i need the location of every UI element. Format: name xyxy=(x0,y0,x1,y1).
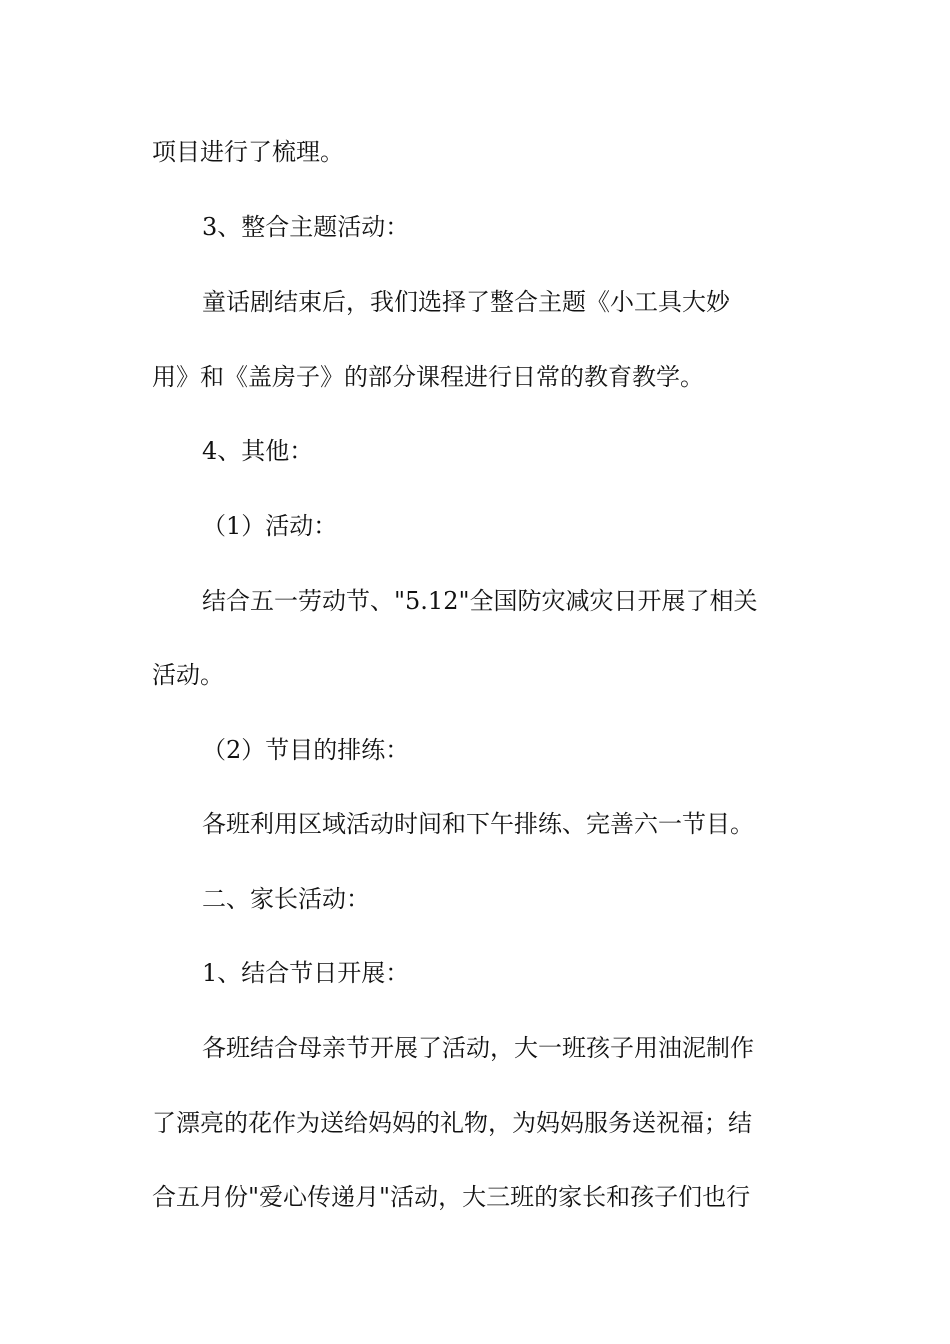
paragraph-line: 了漂亮的花作为送给妈妈的礼物，为妈妈服务送祝福；结 xyxy=(152,1109,752,1137)
section-heading: 4、其他： xyxy=(202,437,314,465)
paragraph-line: 用》和《盖房子》的部分课程进行日常的教育教学。 xyxy=(152,363,704,391)
subsection-heading: （1）活动： xyxy=(202,512,338,540)
paragraph-line: 各班结合母亲节开展了活动，大一班孩子用油泥制作 xyxy=(202,1034,754,1062)
paragraph-line: 合五月份"爱心传递月"活动，大三班的家长和孩子们也行 xyxy=(152,1183,751,1211)
paragraph-line: 童话剧结束后，我们选择了整合主题《小工具大妙 xyxy=(202,288,730,316)
paragraph-line: 活动。 xyxy=(152,661,224,689)
subsection-heading: （2）节目的排练： xyxy=(202,736,410,764)
section-heading: 3、整合主题活动： xyxy=(202,213,410,241)
paragraph-line: 项目进行了梳理。 xyxy=(152,138,344,166)
section-heading: 1、结合节日开展： xyxy=(202,959,410,987)
paragraph-line: 各班利用区域活动时间和下午排练、完善六一节目。 xyxy=(202,810,754,838)
section-heading: 二、家长活动： xyxy=(202,885,370,913)
paragraph-line: 结合五一劳动节、"5.12"全国防灾减灾日开展了相关 xyxy=(202,587,758,615)
